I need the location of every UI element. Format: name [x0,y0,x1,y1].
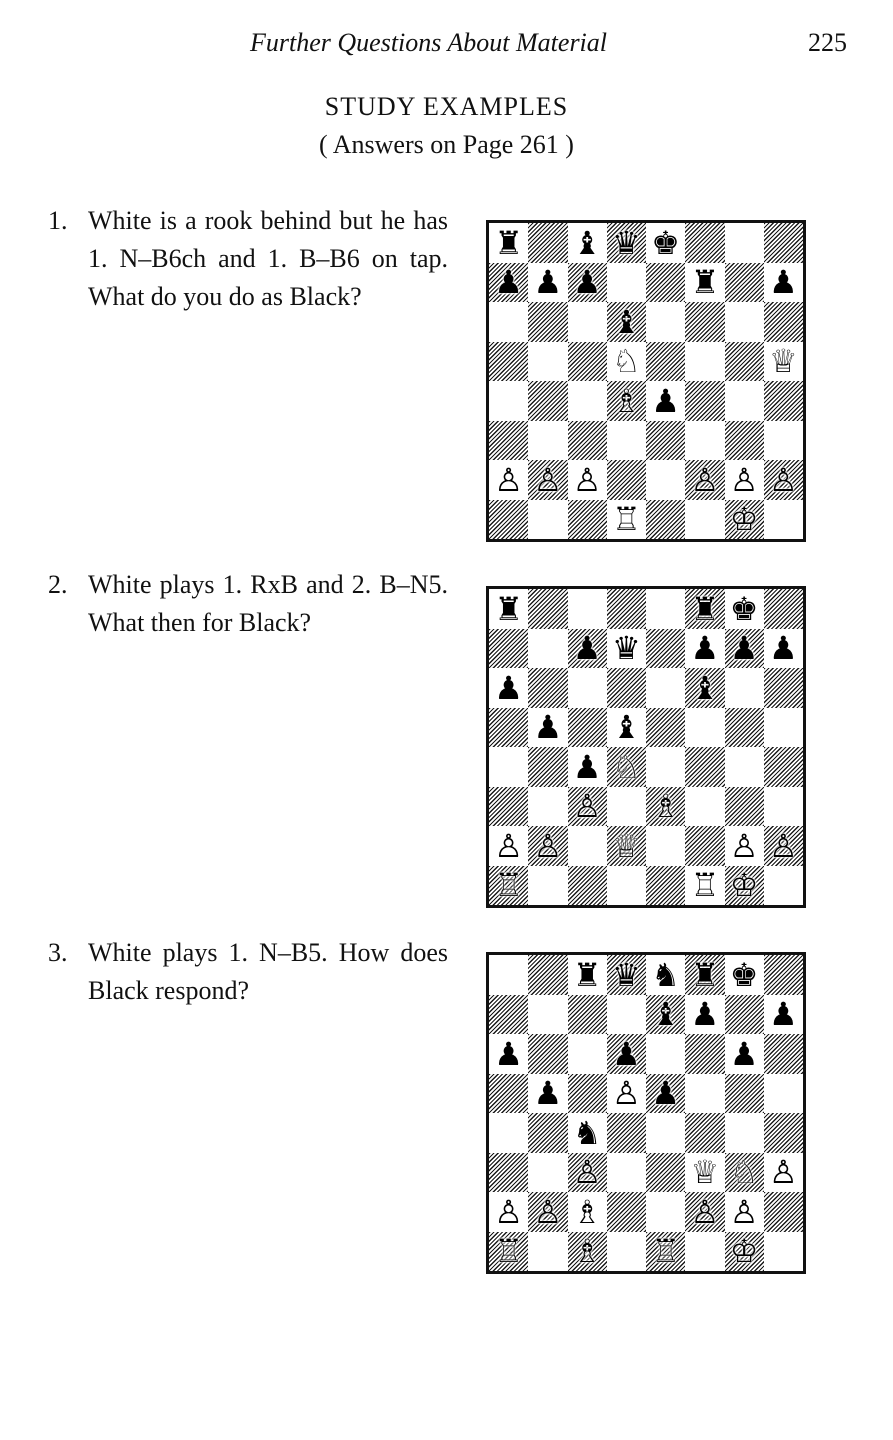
white-pawn-icon: ♙ [729,1192,759,1231]
light-square [764,500,803,540]
light-square [685,342,724,382]
light-square [607,629,646,669]
light-square [607,1074,646,1114]
black-pawn-icon: ♟ [533,263,563,302]
white-king-icon: ♔ [729,500,759,539]
white-queen-icon: ♕ [690,1153,720,1192]
example-text: White plays 1. N–B5. How does Black respond? [88,938,448,1005]
white-pawn-icon: ♙ [690,1192,720,1231]
light-square [725,460,764,500]
dark-square [568,995,607,1035]
light-square [685,708,724,748]
light-square [764,263,803,303]
dark-square [725,866,764,906]
light-square [489,460,528,500]
light-square [646,826,685,866]
light-square [646,668,685,708]
light-square [568,1034,607,1074]
light-square [489,747,528,787]
dark-square [725,1153,764,1193]
light-square [725,1113,764,1153]
white-rook-icon: ♖ [494,866,523,905]
dark-square [607,381,646,421]
white-rook-icon: ♖ [612,500,641,539]
white-pawn-icon: ♙ [612,1074,641,1113]
black-queen-icon: ♛ [612,629,641,668]
light-square [646,223,685,263]
light-square [607,708,646,748]
light-square [646,302,685,342]
white-pawn-icon: ♙ [533,826,563,865]
dark-square [725,708,764,748]
light-square [568,1113,607,1153]
dark-square [607,1034,646,1074]
black-pawn-icon: ♟ [769,995,798,1034]
light-square [489,826,528,866]
dark-square [646,1232,685,1272]
light-square [646,1034,685,1074]
black-rook-icon: ♜ [690,263,720,302]
black-pawn-icon: ♟ [769,263,798,302]
dark-square [685,668,724,708]
dark-square [607,955,646,995]
light-square [646,589,685,629]
dark-square [607,1113,646,1153]
light-square [568,589,607,629]
white-pawn-icon: ♙ [729,460,759,499]
light-square [568,826,607,866]
dark-square [607,223,646,263]
dark-square [607,589,646,629]
black-pawn-icon: ♟ [533,1074,563,1113]
white-pawn-icon: ♙ [494,460,523,499]
dark-square [725,1232,764,1272]
example-number: 1. [48,206,68,235]
light-square [568,747,607,787]
dark-square [646,421,685,461]
dark-square [685,589,724,629]
black-pawn-icon: ♟ [769,629,798,668]
dark-square [528,302,567,342]
light-square [646,460,685,500]
dark-square [568,1074,607,1114]
white-bishop-icon: ♗ [572,1192,602,1231]
white-rook-icon: ♖ [651,1232,680,1271]
dark-square [725,263,764,303]
black-bishop-icon: ♝ [690,668,720,707]
light-square [568,223,607,263]
light-square [646,381,685,421]
example-text: White is a rook behind but he has 1. N–B6ch and 1. B–B6 on tap. What do you do as Black? [88,206,448,311]
light-square [489,223,528,263]
black-king-icon: ♚ [729,955,759,994]
light-square [489,381,528,421]
white-pawn-icon: ♙ [769,460,798,499]
light-square [764,1153,803,1193]
white-rook-icon: ♖ [690,866,720,905]
light-square [646,1113,685,1153]
light-square [607,500,646,540]
light-square [568,302,607,342]
light-square [528,708,567,748]
white-queen-icon: ♕ [769,342,798,381]
black-pawn-icon: ♟ [572,747,602,786]
black-pawn-icon: ♟ [729,629,759,668]
dark-square [568,342,607,382]
light-square [489,1113,528,1153]
light-square [685,866,724,906]
white-pawn-icon: ♙ [572,787,602,826]
light-square [528,342,567,382]
white-pawn-icon: ♙ [494,1192,523,1231]
light-square [685,787,724,827]
dark-square [685,302,724,342]
light-square [528,995,567,1035]
black-bishop-icon: ♝ [651,995,680,1034]
example-number: 2. [48,570,68,599]
light-square [725,223,764,263]
dark-square [489,1074,528,1114]
dark-square [607,1192,646,1232]
light-square [568,955,607,995]
black-knight-icon: ♞ [651,955,680,994]
white-king-icon: ♔ [729,866,759,905]
dark-square [489,263,528,303]
light-square [646,1192,685,1232]
dark-square [646,787,685,827]
dark-square [764,589,803,629]
dark-square [489,708,528,748]
light-square [528,263,567,303]
dark-square [646,1074,685,1114]
light-square [685,1153,724,1193]
black-rook-icon: ♜ [494,589,523,628]
white-pawn-icon: ♙ [494,826,523,865]
white-pawn-icon: ♙ [533,1192,563,1231]
black-king-icon: ♚ [729,589,759,628]
light-square [685,1232,724,1272]
dark-square [725,995,764,1035]
light-square [685,1074,724,1114]
running-head: Further Questions About Material [250,28,608,57]
example-number: 3. [48,938,68,967]
light-square [528,866,567,906]
dark-square [646,500,685,540]
section-subtitle: ( Answers on Page 261 ) [319,130,574,159]
dark-square [725,1074,764,1114]
dark-square [764,460,803,500]
black-pawn-icon: ♟ [494,1034,523,1073]
white-queen-icon: ♕ [612,826,641,865]
dark-square [528,826,567,866]
light-square [685,629,724,669]
dark-square [646,629,685,669]
light-square [607,787,646,827]
light-square [646,955,685,995]
dark-square [489,866,528,906]
black-bishop-icon: ♝ [612,302,641,341]
light-square [607,1153,646,1193]
dark-square [568,866,607,906]
dark-square [528,589,567,629]
light-square [489,302,528,342]
dark-square [528,460,567,500]
light-square [764,1074,803,1114]
light-square [568,460,607,500]
light-square [528,787,567,827]
light-square [646,747,685,787]
study-example-2 [48,566,448,642]
dark-square [725,787,764,827]
black-queen-icon: ♛ [612,223,641,262]
dark-square [685,460,724,500]
dark-square [764,1113,803,1153]
light-square [607,1232,646,1272]
white-knight-icon: ♘ [729,1153,759,1192]
black-pawn-icon: ♟ [690,629,720,668]
light-square [725,955,764,995]
light-square [568,381,607,421]
light-square [725,668,764,708]
chess-diagram-1 [486,220,806,542]
dark-square [646,263,685,303]
dark-square [764,302,803,342]
dark-square [489,787,528,827]
light-square [489,955,528,995]
white-pawn-icon: ♙ [533,460,563,499]
example-text: White plays 1. RxB and 2. B–N5. What then for Black? [88,570,448,637]
dark-square [528,1192,567,1232]
dark-square [568,787,607,827]
dark-square [489,1232,528,1272]
light-square [685,500,724,540]
white-pawn-icon: ♙ [572,460,602,499]
black-pawn-icon: ♟ [533,708,563,747]
light-square [725,1192,764,1232]
light-square [489,1192,528,1232]
study-example-3 [48,934,448,1010]
white-pawn-icon: ♙ [572,1153,602,1192]
dark-square [607,747,646,787]
section-title: STUDY EXAMPLES [324,92,569,121]
black-bishop-icon: ♝ [612,708,641,747]
black-pawn-icon: ♟ [612,1034,641,1073]
dark-square [685,223,724,263]
dark-square [607,302,646,342]
light-square [764,787,803,827]
dark-square [764,747,803,787]
light-square [568,1192,607,1232]
dark-square [528,381,567,421]
dark-square [764,668,803,708]
dark-square [764,1034,803,1074]
light-square [764,1232,803,1272]
black-pawn-icon: ♟ [494,668,523,707]
dark-square [764,1192,803,1232]
light-square [528,1232,567,1272]
light-square [528,629,567,669]
white-bishop-icon: ♗ [572,1232,602,1271]
light-square [607,995,646,1035]
dark-square [685,381,724,421]
dark-square [568,629,607,669]
dark-square [646,708,685,748]
black-pawn-icon: ♟ [572,629,602,668]
dark-square [489,421,528,461]
light-square [764,708,803,748]
black-rook-icon: ♜ [572,955,602,994]
dark-square [646,866,685,906]
dark-square [725,500,764,540]
light-square [489,668,528,708]
dark-square [646,1153,685,1193]
black-pawn-icon: ♟ [651,1074,680,1113]
dark-square [764,223,803,263]
dark-square [764,955,803,995]
dark-square [764,826,803,866]
light-square [725,1034,764,1074]
light-square [725,589,764,629]
light-square [764,995,803,1035]
light-square [607,263,646,303]
light-square [607,342,646,382]
dark-square [646,995,685,1035]
dark-square [489,500,528,540]
light-square [725,747,764,787]
white-rook-icon: ♖ [494,1232,523,1271]
dark-square [568,1232,607,1272]
dark-square [685,826,724,866]
white-bishop-icon: ♗ [651,787,680,826]
light-square [764,866,803,906]
white-bishop-icon: ♗ [612,381,641,420]
dark-square [764,381,803,421]
black-pawn-icon: ♟ [690,995,720,1034]
light-square [725,302,764,342]
dark-square [489,995,528,1035]
dark-square [568,1153,607,1193]
page-number: 225 [808,28,847,57]
light-square [725,826,764,866]
dark-square [489,342,528,382]
white-pawn-icon: ♙ [690,460,720,499]
dark-square [607,826,646,866]
dark-square [568,263,607,303]
chess-diagram-3 [486,952,806,1274]
dark-square [685,955,724,995]
light-square [685,421,724,461]
light-square [607,866,646,906]
dark-square [685,1034,724,1074]
light-square [489,1034,528,1074]
light-square [685,263,724,303]
dark-square [725,421,764,461]
study-example-1 [48,202,448,316]
dark-square [568,500,607,540]
dark-square [685,1113,724,1153]
dark-square [685,747,724,787]
black-knight-icon: ♞ [572,1113,602,1152]
dark-square [568,708,607,748]
white-pawn-icon: ♙ [769,826,798,865]
white-pawn-icon: ♙ [729,826,759,865]
dark-square [607,668,646,708]
light-square [685,995,724,1035]
black-king-icon: ♚ [651,223,680,262]
black-bishop-icon: ♝ [572,223,602,262]
light-square [568,668,607,708]
dark-square [685,1192,724,1232]
light-square [764,629,803,669]
black-rook-icon: ♜ [690,589,720,628]
black-pawn-icon: ♟ [494,263,523,302]
dark-square [489,1153,528,1193]
black-pawn-icon: ♟ [572,263,602,302]
dark-square [528,1034,567,1074]
light-square [528,421,567,461]
black-queen-icon: ♛ [612,955,641,994]
light-square [725,381,764,421]
dark-square [489,629,528,669]
dark-square [528,668,567,708]
chess-diagram-2 [486,586,806,908]
white-knight-icon: ♘ [612,342,641,381]
dark-square [646,342,685,382]
dark-square [528,1113,567,1153]
white-knight-icon: ♘ [612,747,641,786]
black-rook-icon: ♜ [690,955,720,994]
dark-square [528,747,567,787]
light-square [528,500,567,540]
white-pawn-icon: ♙ [769,1153,798,1192]
light-square [607,421,646,461]
light-square [528,1074,567,1114]
black-rook-icon: ♜ [494,223,523,262]
light-square [764,342,803,382]
black-pawn-icon: ♟ [651,381,680,420]
light-square [764,421,803,461]
white-king-icon: ♔ [729,1232,759,1271]
dark-square [568,421,607,461]
black-pawn-icon: ♟ [729,1034,759,1073]
dark-square [725,629,764,669]
dark-square [528,955,567,995]
dark-square [607,460,646,500]
light-square [489,589,528,629]
light-square [528,1153,567,1193]
dark-square [528,223,567,263]
dark-square [725,342,764,382]
